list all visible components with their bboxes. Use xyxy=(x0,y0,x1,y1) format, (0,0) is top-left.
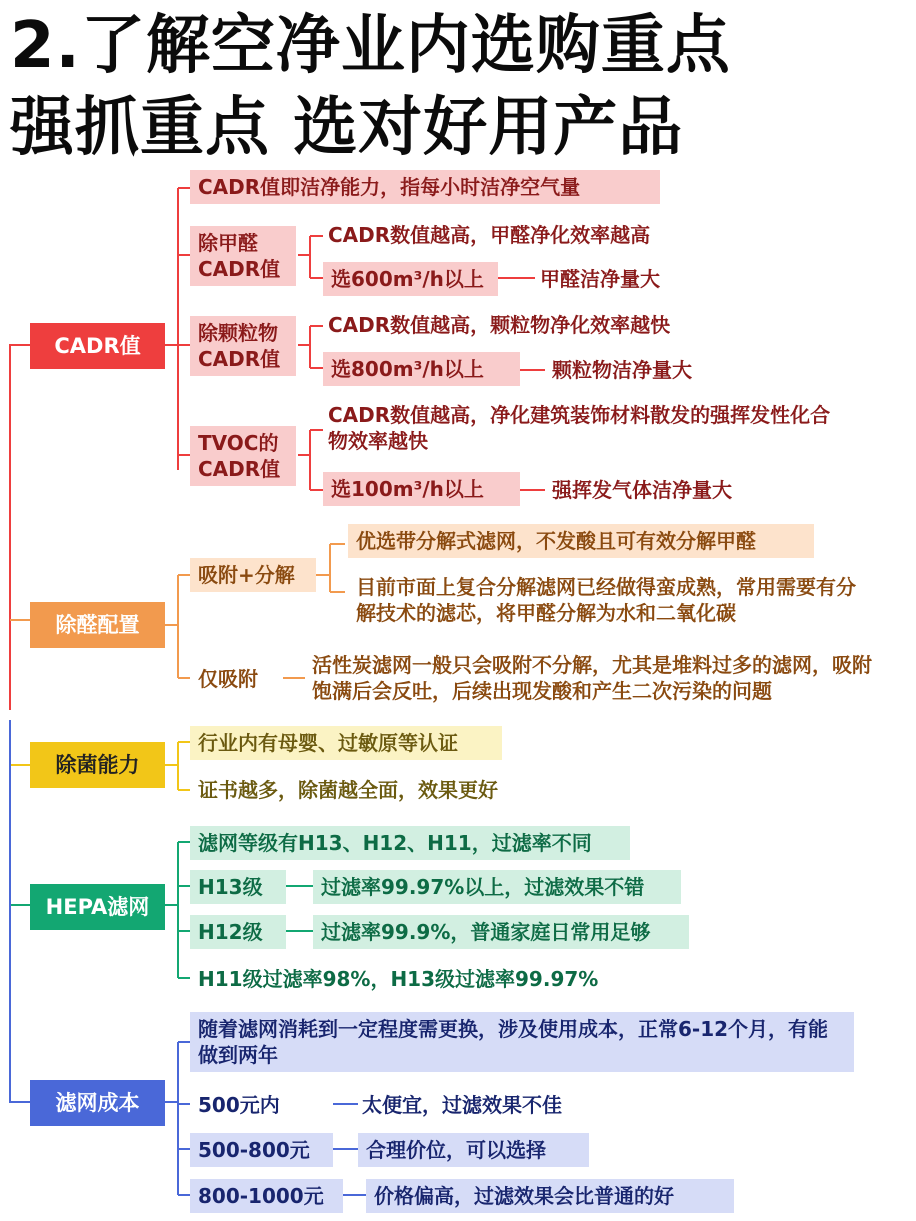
node-cadr: CADR值 xyxy=(30,323,165,369)
hepa-point-1: 滤网等级有H13、H12、H11，过滤率不同 xyxy=(190,826,630,860)
sterilize-point-2: 证书越多，除菌越全面，效果更好 xyxy=(198,778,498,802)
node-aldehyde: 除醛配置 xyxy=(30,602,165,648)
node-cost: 滤网成本 xyxy=(30,1080,165,1126)
hepa-point-4: H11级过滤率98%，H13级过滤率99.97% xyxy=(198,967,599,991)
root-connector-green xyxy=(10,720,30,905)
node-formaldehyde-cadr: 除甲醛CADR值 xyxy=(190,226,296,286)
formaldehyde-cadr-point-3: 甲醛洁净量大 xyxy=(540,267,660,291)
cost-range-3-desc: 价格偏高，过滤效果会比普通的好 xyxy=(366,1179,734,1213)
root-connector-blue xyxy=(10,720,30,1102)
hepa-connectors xyxy=(165,842,313,978)
formaldehyde-cadr-point-1: CADR数值越高，甲醛净化效率越高 xyxy=(328,223,651,247)
node-hepa-h13: H13级 xyxy=(190,870,286,904)
node-cost-range-2: 500-800元 xyxy=(190,1133,333,1167)
particle-cadr-point-2: 选800m³/h以上 xyxy=(323,352,520,386)
cadr-definition: CADR值即洁净能力，指每小时洁净空气量 xyxy=(190,170,660,204)
node-cost-range-3: 800-1000元 xyxy=(190,1179,343,1213)
hepa-h13-desc: 过滤率99.97%以上，过滤效果不错 xyxy=(313,870,681,904)
hepa-h12-desc: 过滤率99.9%，普通家庭日常用足够 xyxy=(313,915,689,949)
adsorb-only-point-1: 活性炭滤网一般只会吸附不分解，尤其是堆料过多的滤网，吸附饱满后会反吐，后续出现发酸和产生二次污染的问题 xyxy=(312,653,872,703)
cost-range-1-desc: 太便宜，过滤效果不佳 xyxy=(362,1093,562,1117)
page-title-line-2: 强抓重点 选对好用产品 xyxy=(10,91,684,165)
tvoc-cadr-point-3: 强挥发气体洁净量大 xyxy=(552,478,732,502)
root-connector-red xyxy=(10,345,30,710)
tvoc-cadr-point-2: 选100m³/h以上 xyxy=(323,472,520,506)
adsorb-decompose-point-1: 优选带分解式滤网，不发酸且可有效分解甲醛 xyxy=(348,524,814,558)
node-adsorb-decompose: 吸附+分解 xyxy=(190,558,316,592)
formaldehyde-cadr-point-2: 选600m³/h以上 xyxy=(323,262,498,296)
particle-cadr-point-1: CADR数值越高，颗粒物净化效率越快 xyxy=(328,313,671,337)
root-connector-yellow xyxy=(10,720,30,765)
tvoc-cadr-point-1: CADR数值越高，净化建筑装饰材料散发的强挥发性化合物效率越快 xyxy=(328,403,831,453)
sterilize-connectors xyxy=(165,742,190,790)
node-particle-cadr: 除颗粒物CADR值 xyxy=(190,316,296,376)
page-title-line-1: 2.了解空净业内选购重点 xyxy=(10,9,731,83)
sterilize-point-1: 行业内有母婴、过敏原等认证 xyxy=(190,726,502,760)
node-hepa-h12: H12级 xyxy=(190,915,286,949)
node-tvoc-cadr: TVOC的CADR值 xyxy=(190,426,296,486)
node-cost-range-1: 500元内 xyxy=(198,1093,280,1117)
particle-cadr-point-3: 颗粒物洁净量大 xyxy=(552,358,692,382)
cost-range-2-desc: 合理价位，可以选择 xyxy=(358,1133,589,1167)
node-adsorb-only: 仅吸附 xyxy=(198,667,258,691)
adsorb-decompose-point-2: 目前市面上复合分解滤网已经做得蛮成熟，常用需要有分解技术的滤芯，将甲醛分解为水和二氧化碳 xyxy=(356,575,856,625)
cost-point-1: 随着滤网消耗到一定程度需更换，涉及使用成本，正常6-12个月，有能做到两年 xyxy=(190,1012,854,1072)
node-hepa: HEPA滤网 xyxy=(30,884,165,930)
node-sterilize: 除菌能力 xyxy=(30,742,165,788)
